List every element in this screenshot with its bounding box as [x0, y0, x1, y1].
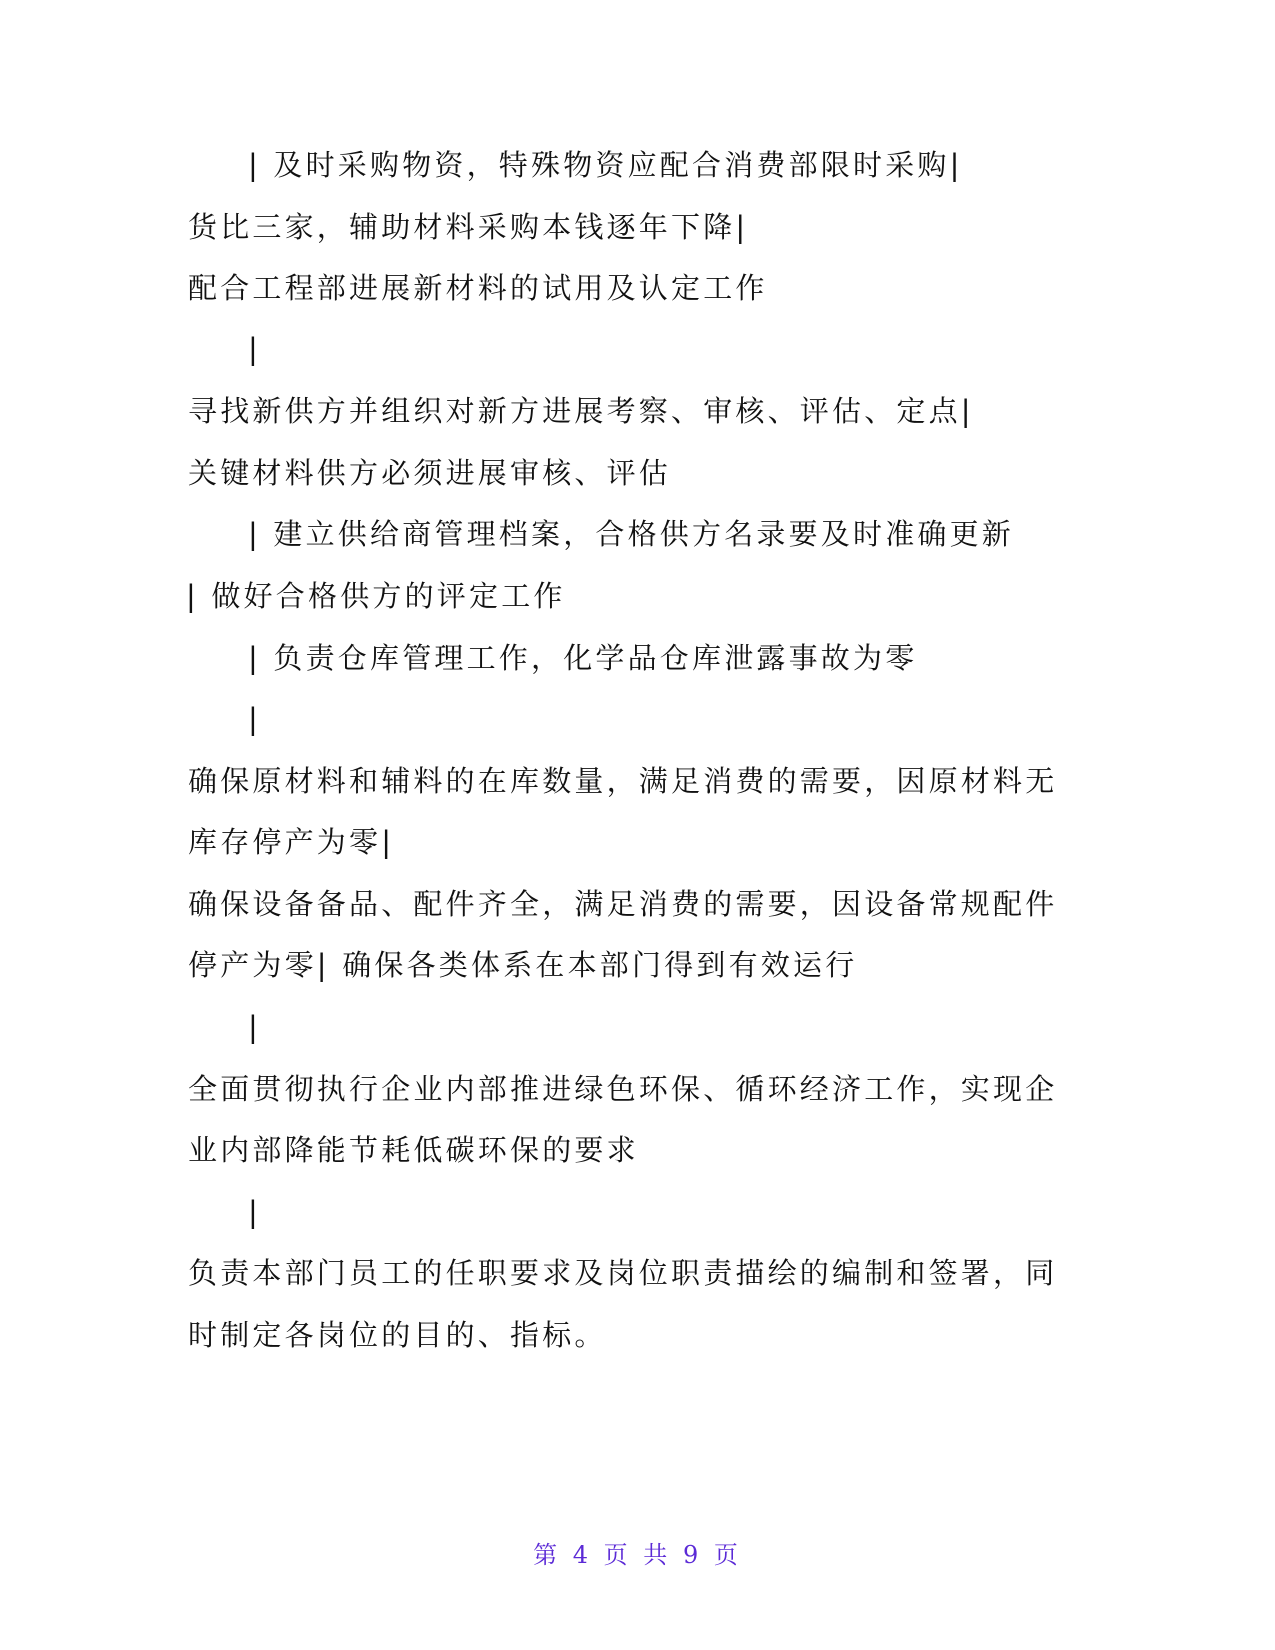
text-line-20: 时制定各岗位的目的、指标。 — [188, 1318, 607, 1352]
text-line-13: 确保设备备品、配件齐全，满足消费的需要，因设备常规配件 — [188, 887, 1058, 921]
text-line-2: 货比三家，辅助材料采购本钱逐年下降| — [188, 210, 749, 244]
text-line-10: | — [248, 702, 261, 736]
text-line-14: 停产为零| 确保各类体系在本部门得到有效运行 — [188, 948, 858, 982]
text-line-4: | — [248, 332, 261, 366]
text-line-17: 业内部降能节耗低碳环保的要求 — [188, 1133, 639, 1167]
text-line-3: 配合工程部进展新材料的试用及认定工作 — [188, 271, 768, 305]
text-line-6: 关键材料供方必须进展审核、评估 — [188, 456, 672, 490]
text-line-5: 寻找新供方并组织对新方进展考察、审核、评估、定点| — [188, 394, 974, 428]
text-line-1: | 及时采购物资，特殊物资应配合消费部限时采购| — [248, 148, 963, 182]
page-number: 第 4 页 共 9 页 — [533, 1541, 742, 1569]
text-line-9: | 负责仓库管理工作，化学品仓库泄露事故为零 — [248, 641, 918, 675]
text-line-15: | — [248, 1010, 261, 1044]
text-line-19: 负责本部门员工的任职要求及岗位职责描绘的编制和签署，同 — [188, 1256, 1058, 1290]
text-line-12: 库存停产为零| — [188, 825, 395, 859]
text-line-8: | 做好合格供方的评定工作 — [186, 579, 566, 613]
text-line-11: 确保原材料和辅料的在库数量，满足消费的需要，因原材料无 — [188, 764, 1058, 798]
text-line-16: 全面贯彻执行企业内部推进绿色环保、循环经济工作，实现企 — [188, 1072, 1058, 1106]
text-line-7: | 建立供给商管理档案，合格供方名录要及时准确更新 — [248, 517, 1014, 551]
text-line-18: | — [248, 1195, 261, 1229]
